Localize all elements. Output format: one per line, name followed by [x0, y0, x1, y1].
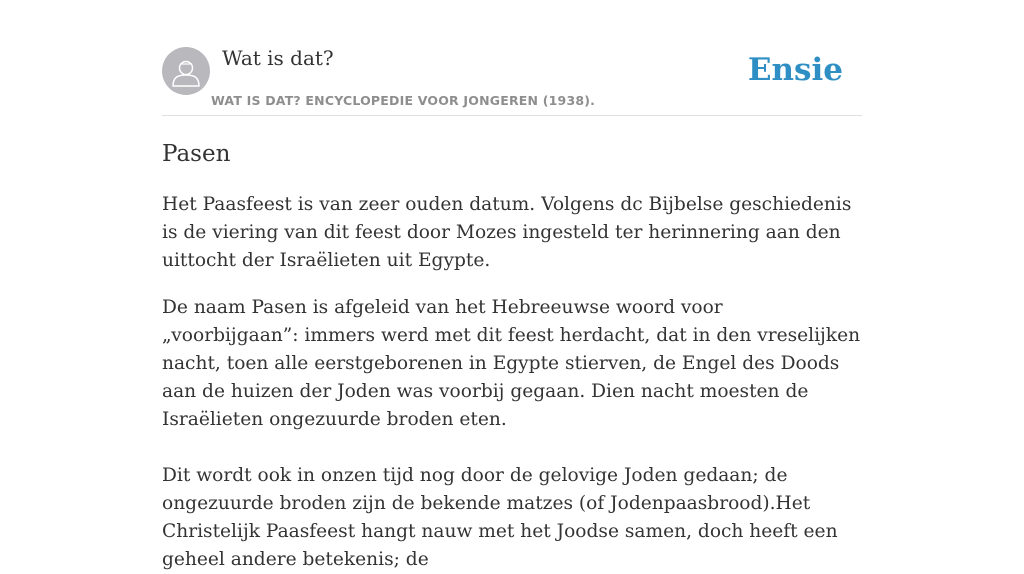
source-title[interactable]: Wat is dat?	[222, 46, 334, 70]
source-header	[162, 0, 862, 116]
user-icon	[162, 47, 210, 95]
article	[162, 138, 862, 574]
brand-logo[interactable]: Ensie	[747, 52, 843, 88]
source-avatar[interactable]	[162, 47, 210, 95]
article-paragraph: De naam Pasen is afgeleid van het Hebreeuwse woord voor „voorbijgaan”: immers werd met dit feest herdacht, dat in den vreselijken nacht, toen alle eerstgeborenen in Egypte stierven, de Engel des Doods aan de huizen der Joden was voorbij gegaan. Dien nacht moesten de Israëlieten ongezuurde broden eten.	[162, 297, 861, 430]
article-title: Pasen	[162, 141, 231, 167]
article-paragraph: Het Paasfeest is van zeer ouden datum. Volgens dc Bijbelse geschiedenis is de viering van dit feest door Mozes ingesteld ter herinnering aan den uittocht der Israëlieten uit Egypte.	[162, 194, 852, 271]
article-paragraph: Dit wordt ook in onzen tijd nog door de gelovige Joden gedaan; de ongezuurde broden zijn de bekende matzes (of Jodenpaasbrood).Het Christelijk Paasfeest hangt nauw met het Joodse samen, doch heeft een geheel andere betekenis; de	[162, 465, 838, 570]
source-subtitle[interactable]: WAT IS DAT? ENCYCLOPEDIE VOOR JONGEREN (1938).	[211, 93, 596, 108]
